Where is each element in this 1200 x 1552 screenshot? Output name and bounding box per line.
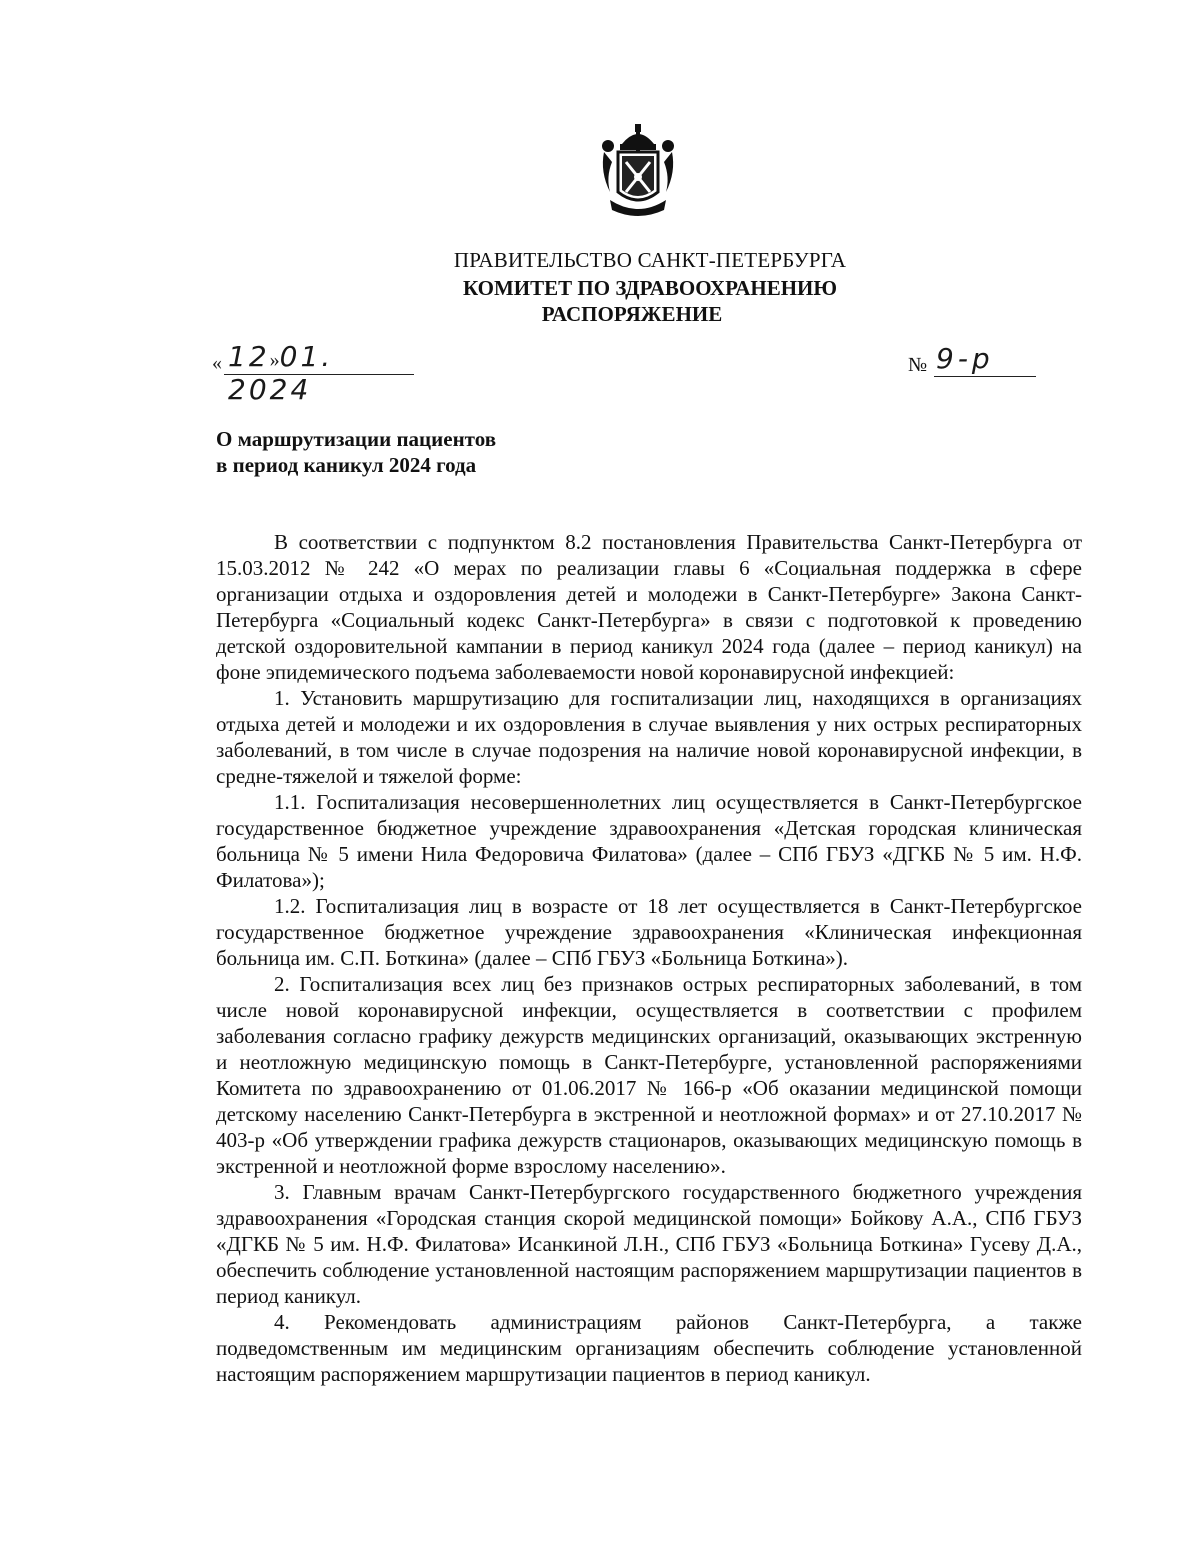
paragraph-1-1: 1.1. Госпитализация несовершеннолетних лиц осуществляется в Санкт-Петербургское государственное бюджетное учреждение здравоохранения «Детская городская клиническая больница № 5 имени Нила Федоровича Филатова» (далее – СПб ГБУЗ «ДГКБ № 5 им. Н.Ф. Филатова»); (216, 790, 1082, 892)
date-quote-close: » (269, 349, 280, 371)
number-underline (934, 376, 1036, 377)
government-title: ПРАВИТЕЛЬСТВО САНКТ-ПЕТЕРБУРГА (453, 248, 847, 272)
document-body (216, 529, 1082, 1387)
paragraph-1-2: 1.2. Госпитализация лиц в возрасте от 18 лет осуществляется в Санкт-Петербургское государственное бюджетное учреждение здравоохранения «Клиническая инфекционная больница им. С.П. Боткина» (далее – СПб ГБУЗ «Больница Боткина»). (216, 894, 1082, 970)
coat-of-arms-icon (598, 122, 678, 222)
document-date (212, 340, 412, 406)
committee-title: КОМИТЕТ ПО ЗДРАВООХРАНЕНИЮ (462, 276, 838, 300)
subject-line-2: в период каникул 2024 года (216, 453, 477, 477)
subject-line-1: О маршрутизации пациентов (216, 427, 497, 451)
paragraph-1: 1. Установить маршрутизацию для госпитализации лиц, находящихся в организациях отдыха детей и молодежи и их оздоровления в случае выявления у них острых респираторных заболеваний, в том числе в случае подозрения на наличие новой коронавирусной инфекции, в средне-тяжелой и тяжелой форме: (216, 686, 1082, 788)
date-quote-open: « (212, 352, 222, 374)
number-sign: № (908, 354, 928, 376)
paragraph-3: 3. Главным врачам Санкт-Петербургского государственного бюджетного учреждения здравоохранения «Городская станция скорой медицинской помощи» Бойкову А.А., СПб ГБУЗ «ДГКБ № 5 им. Н.Ф. Филатова» Исанкиной Л.Н., СПб ГБУЗ «Больница Боткина» Гусеву Д.А., обеспечить соблюдение установленной настоящим распоряжением маршрутизации пациентов в период каникул. (216, 1180, 1082, 1308)
document-subject (216, 426, 496, 478)
document-number (908, 342, 1038, 382)
date-day: 12 (228, 340, 270, 373)
date-value (228, 340, 412, 406)
number-value: 9-р (936, 342, 994, 375)
paragraph-2: 2. Госпитализация всех лиц без признаков острых респираторных заболеваний, в том числе новой коронавирусной инфекции, осуществляется в соответствии с профилем заболевания согласно графику дежурств медицинских организаций, оказывающих экстренную и неотложную медицинскую помощь в Санкт-Петербурге, установленной распоряжениями Комитета по здравоохранению от 01.06.2017 № 166-р «Об оказании медицинской помощи детскому населению Санкт-Петербурга в экстренной и неотложной формах» и от 27.10.2017 № 403-р «Об утверждении графика дежурств стационаров, оказывающих медицинскую помощь в экстренной и неотложной форме взрослому населению». (216, 972, 1082, 1178)
paragraph-preamble: В соответствии с подпунктом 8.2 постановления Правительства Санкт-Петербурга от 15.03.2012 № 242 «О мерах по реализации главы 6 «Социальная поддержка в сфере организации отдыха и оздоровления детей и молодежи в Санкт-Петербурге» Закона Санкт-Петербурга «Социальный кодекс Санкт-Петербурга» в связи с подготовкой к проведению детской оздоровительной кампании в период каникул 2024 года (далее – период каникул) на фоне эпидемического подъема заболеваемости новой коронавирусной инфекцией: (216, 530, 1082, 684)
document-type: РАСПОРЯЖЕНИЕ (541, 302, 723, 326)
date-rest: 01. 2024 (228, 340, 334, 406)
paragraph-4: 4. Рекомендовать администрациям районов Санкт-Петербурга, а также подведомственным им медицинским организациям обеспечить соблюдение установленной настоящим распоряжением маршрутизации пациентов в период каникул. (216, 1310, 1082, 1386)
date-underline (224, 374, 414, 375)
